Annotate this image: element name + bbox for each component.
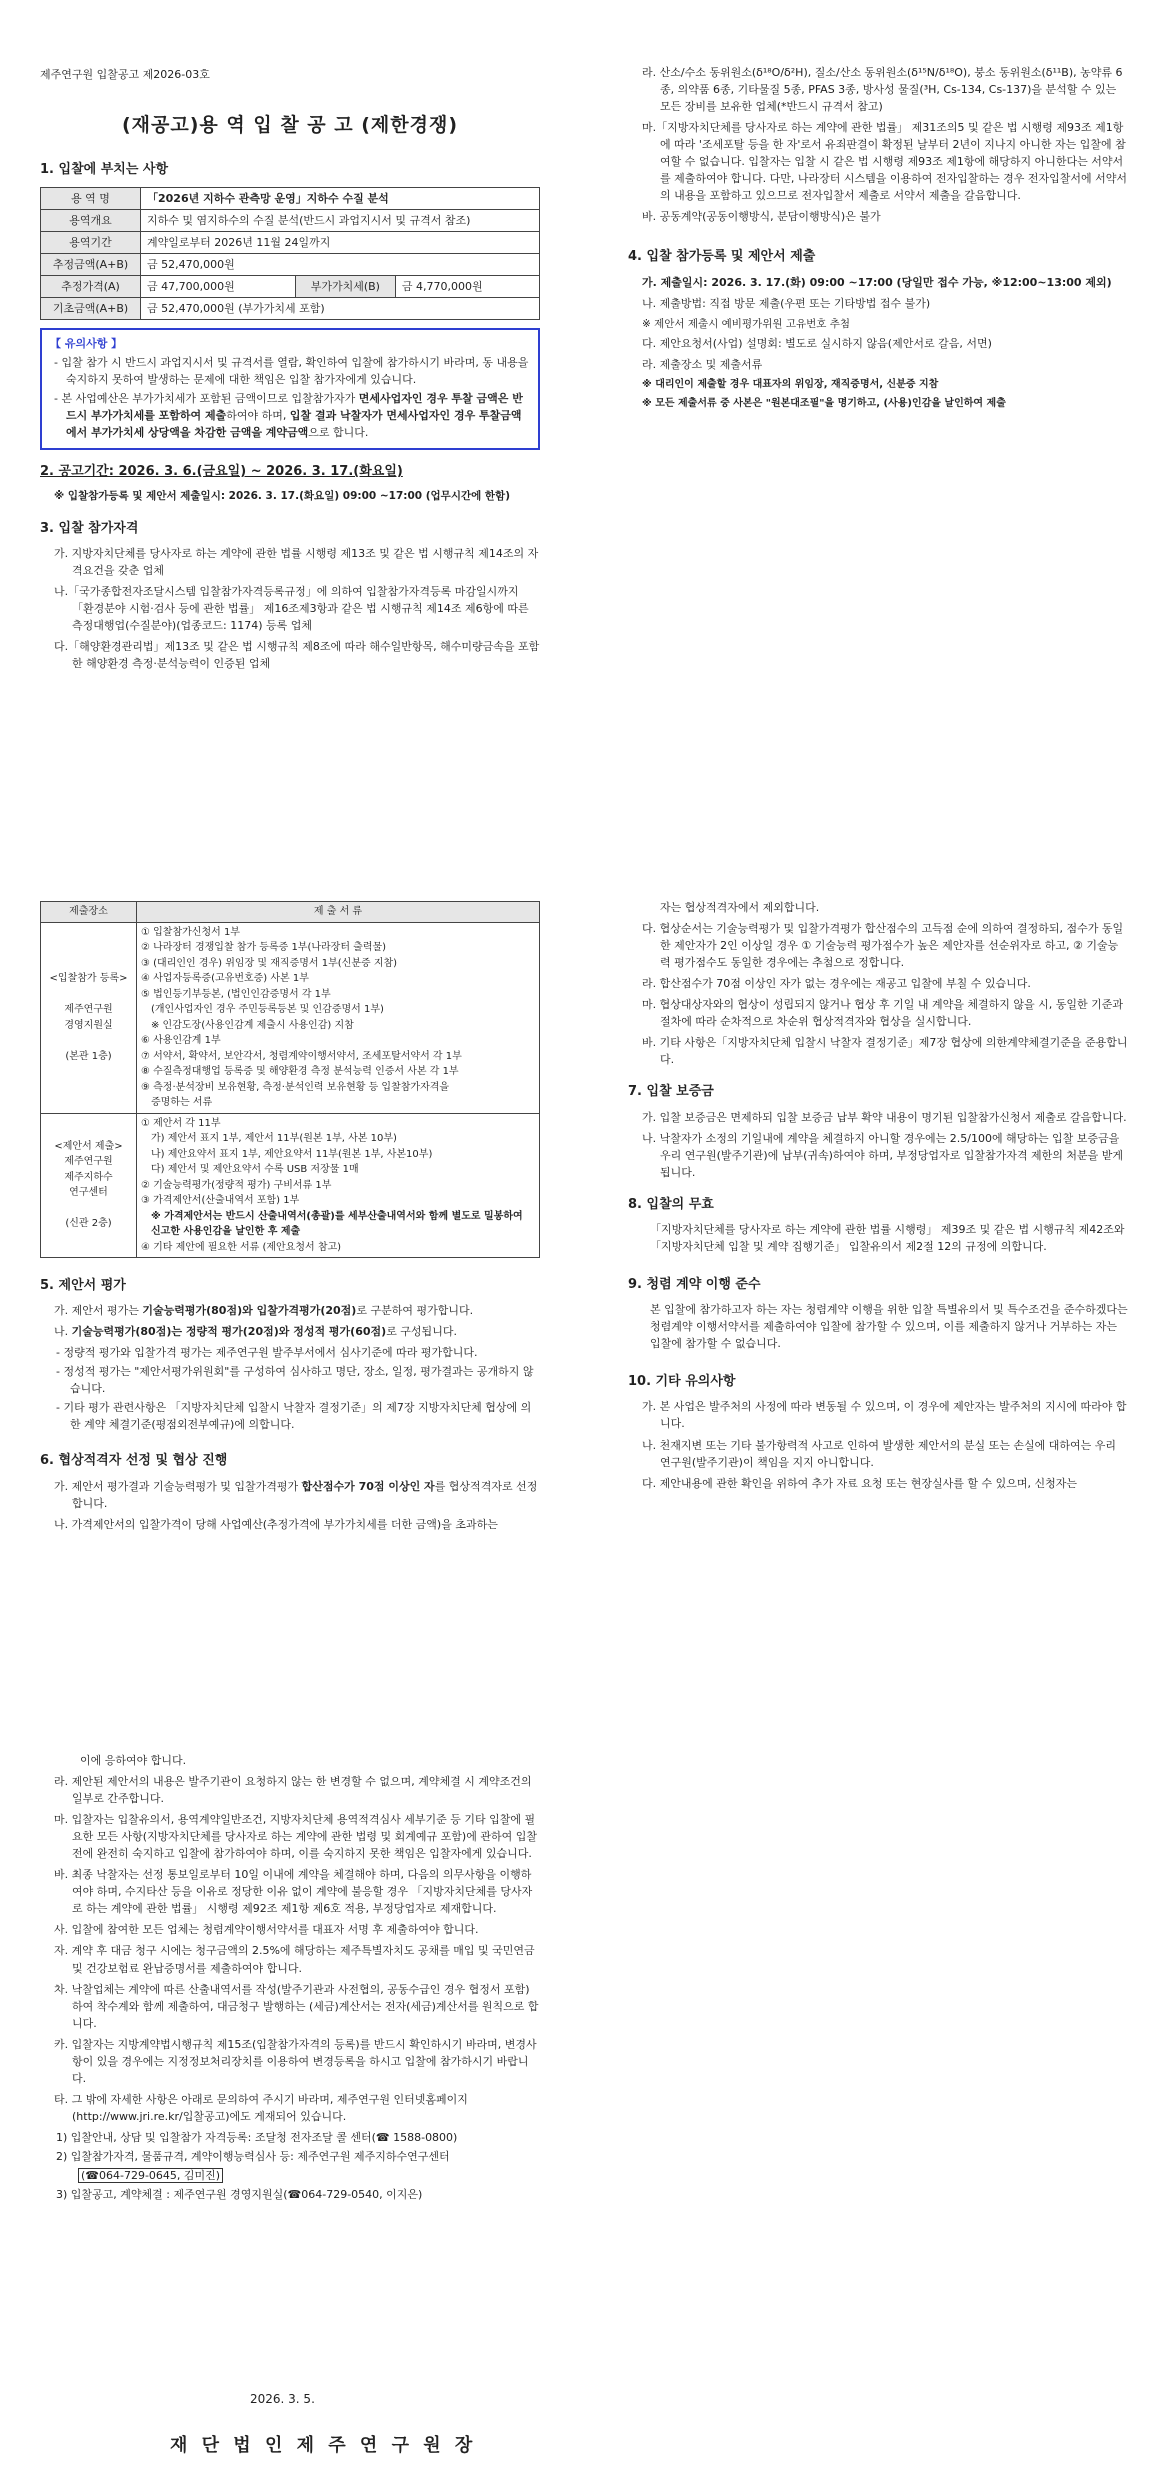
row-label: 용역기간 — [41, 231, 141, 253]
caution-box — [40, 328, 540, 450]
negotiation-ma: 마. 협상대상자와의 협상이 성립되지 않거나 협상 후 기일 내 계약을 체결하지 않을 시, 동일한 기준과 절차에 따라 순차적으로 차순위 협상적격자와 협상을 실시합니다. — [642, 998, 1123, 1029]
misc-ba: 바. 최종 낙찰자는 선정 통보일로부터 10일 이내에 계약을 체결해야 하며, 다음의 의무사항을 이행하여야 하며, 수지타산 등을 이유로 정당한 이유 없이 계약에 불응할 경우 「지방자치단체를 당사자로 하는 계약에 관한 법률」 시행령 제92조 제1항 제6호 적용, 부정당업자로 제재합니다. — [54, 1868, 533, 1916]
list-item: ⑥ 사용인감계 1부 — [141, 1035, 221, 1046]
submission-na: 나. 제출방법: 직접 방문 제출(우편 또는 기타방법 접수 불가) — [642, 296, 931, 310]
place-line: <입찰참가 등록> — [49, 973, 128, 984]
row-value: 지하수 및 염지하수의 수질 분석(반드시 과업지시서 및 규격서 참조) — [141, 209, 540, 231]
row-value: 계약일로부터 2026년 11월 24일까지 — [141, 231, 540, 253]
section-1-heading: 1. 입찰에 부치는 사항 — [40, 162, 169, 178]
caution-item-2 — [50, 390, 530, 441]
contact-2-phone-text: (☎064-729-0645, 김미진) — [78, 2168, 223, 2183]
table-row — [41, 275, 540, 297]
table-row — [41, 253, 540, 275]
notice-date: 2026. 3. 5. — [250, 2392, 315, 2406]
contact-1: 1) 입찰안내, 상담 및 입찰참가 자격등록: 조달청 전자조달 콜 센터(☎ 1588-0800) — [56, 2130, 458, 2144]
row-value: 「2026년 지하수 관측망 운영」지하수 수질 분석 — [141, 187, 540, 209]
submission-ra: 라. 제출장소 및 제출서류 — [642, 357, 763, 371]
notice-number: 제주연구원 입찰공고 제2026-03호 — [40, 68, 210, 81]
evaluation-dash-2: - 정성적 평가는 "제안서평가위원회"를 구성하여 심사하고 명단, 장소, 일정, 평가결과는 공개하지 않습니다. — [56, 1365, 534, 1396]
evaluation-ga — [50, 1302, 540, 1319]
section-4-heading: 4. 입찰 참가등록 및 제안서 제출 — [628, 249, 816, 265]
deposit-na: 나. 낙찰자가 소정의 기일내에 계약을 체결하지 아니할 경우에는 2.5/100에 해당하는 입찰 보증금을 우리 연구원(발주기관)에 납부(귀속)하여야 하며, 부정당업자로 입찰참가자격 제한의 처분을 받게 됩니다. — [642, 1131, 1124, 1179]
negotiation-text: 가. 제안서 평가결과 기술능력평가 및 입찰가격평가 — [54, 1479, 302, 1493]
place-line: (신관 2층) — [65, 1218, 112, 1230]
misc-ma: 마. 입찰자는 입찰유의서, 용역계약일반조건, 지방자치단체 용역적격심사 세부기준 등 기타 입찰에 필요한 모든 사항(지방자치단체를 당사자로 하는 계약에 관한 법령 및 회계예규 포함)에 관하여 입찰 전에 완전히 숙지하고 입찰에 참가하여야 하며, 이를 숙지하지 못한 책임은 입찰자에게 있습니다. — [54, 1813, 537, 1861]
section-9-heading: 9. 청렴 계약 이행 준수 — [628, 1276, 761, 1292]
evaluation-bold-text: 기술능력평가(80점)와 입찰가격평가(20점) — [142, 1304, 357, 1318]
submission-ga — [638, 274, 1128, 291]
caution-text: - 본 사업예산은 부가가치세가 포함된 금액이므로 입찰참가자가 — [54, 392, 359, 406]
evaluation-bold-text: 기술능력평가(80점)는 정량적 평가(20점)와 정성적 평가(60점) — [71, 1325, 387, 1339]
evaluation-dash-1: - 정량적 평가와 입찰가격 평가는 제주연구원 발주부서에서 심사기준에 따라 평가합니다. — [56, 1346, 478, 1360]
column-header: 제 출 서 류 — [137, 902, 540, 923]
caution-item-1: - 입찰 참가 시 반드시 과업지시서 및 규격서를 열람, 확인하여 입찰에 참가하시기 바라며, 동 내용을 숙지하지 못하여 발생하는 문제에 대한 책임은 입찰 참가자에게 있습니다. — [54, 355, 529, 386]
table-row — [41, 231, 540, 253]
place-line — [45, 1033, 132, 1049]
list-item: 나) 제안요약서 표지 1부, 제안요약서 11부(원본 1부, 사본10부) — [151, 1148, 433, 1160]
submission-da: 다. 제안요청서(사업) 설명회: 별도로 실시하지 않음(제안서로 갈음, 서면) — [642, 336, 992, 350]
notice-period: 2. 공고기간: 2026. 3. 6.(금요일) ~ 2026. 3. 17.(화요일) — [40, 464, 403, 480]
row-label: 용 역 명 — [41, 187, 141, 209]
table-row — [41, 187, 540, 209]
submission-place — [41, 1113, 137, 1258]
list-item: ⑨ 측정·분석장비 보유현황, 측정·분석인력 보유현황 등 입찰참가자격을 — [141, 1081, 450, 1093]
submission-date: 가. 제출일시: 2026. 3. 17.(화) 09:00 ~17:00 (당일만 접수 가능, ※12:00~13:00 제외) — [642, 275, 1112, 289]
column-header: 제출장소 — [41, 902, 137, 923]
section-7-heading: 7. 입찰 보증금 — [628, 1084, 714, 1100]
list-item: ② 기술능력평가(정량적 평가) 구비서류 1부 — [141, 1179, 332, 1191]
negotiation-na: 나. 가격제안서의 입찰가격이 당해 사업예산(추정가격에 부가가치세를 더한 금액)을 초과하는 — [54, 1517, 498, 1531]
row-value: 금 52,470,000원 (부가가치세 포함) — [141, 297, 540, 319]
table-row — [41, 297, 540, 319]
list-item: 다) 제안서 및 제안요약서 수록 USB 저장물 1매 — [151, 1164, 359, 1175]
list-item: ⑦ 서약서, 확약서, 보안각서, 청렴계약이행서약서, 조세포탈서약서 각 1부 — [141, 1050, 462, 1062]
integrity-text: 본 입찰에 참가하고자 하는 자는 청렴계약 이행을 위한 입찰 특별유의서 및 특수조건을 준수하겠다는 청렴계약 이행서약서를 제출하여야 입찰에 참가할 수 있으며, 이를 제출하지 않거나 거부하는 자는 입찰에 참가할 수 없습니다. — [650, 1303, 1128, 1351]
misc-da-cont: 이에 응하여야 합니다. — [80, 1754, 187, 1767]
negotiation-ra: 라. 합산점수가 70점 이상인 자가 없는 경우에는 재공고 입찰에 부칠 수 있습니다. — [642, 977, 1031, 991]
evaluation-text: 로 구성됩니다. — [386, 1325, 457, 1339]
contact-2: 2) 입찰참가자격, 물품규격, 계약이행능력심사 등: 제주연구원 제주지하수연구센터 — [56, 2149, 450, 2163]
row-label: 추정금액(A+B) — [41, 253, 141, 275]
place-line: 제주연구원 — [64, 1004, 113, 1015]
negotiation-text: 를 협상적격자로 선정합니다. — [72, 1479, 538, 1510]
evaluation-text: 가. 제안서 평가는 — [54, 1304, 143, 1318]
qualification-da: 다.「해양환경관리법」제13조 및 같은 법 시행규칙 제8조에 따라 해수일반항목, 해수미량금속을 포함한 해양환경 측정·분석능력이 인증된 업체 — [54, 639, 540, 671]
table-row — [41, 209, 540, 231]
contact-3: 3) 입찰공고, 계약체결 : 제주연구원 경영지원실(☎064-729-0540, 이지은) — [56, 2188, 423, 2202]
list-item: ① 제안서 각 11부 — [141, 1117, 221, 1129]
caution-bold-text: 입찰 결과 낙찰자가 면세사업자인 경우 투찰금액에서 부가가치세 상당액을 차감한 금액을 계약금액 — [66, 409, 522, 440]
section-6-heading: 6. 협상적격자 선정 및 협상 진행 — [40, 1453, 228, 1469]
list-item: ※ 가격제안서는 반드시 산출내역서(총괄)를 세부산출내역서와 함께 별도로 밀봉하여 신고한 사용인감을 날인한 후 제출 — [151, 1210, 523, 1237]
section-10-heading: 10. 기타 유의사항 — [628, 1374, 736, 1390]
page-title: (재공고)용 역 입 찰 공 고 (제한경쟁) — [121, 114, 459, 137]
misc-da: 다. 제안내용에 관한 확인을 위하여 추가 자료 요청 또는 현장실사를 할 수 있으며, 신청자는 — [642, 1476, 1077, 1490]
qualification-na: 나.「국가종합전자조달시스템 입찰참가자격등록규정」에 의하여 입찰참가자격등록 마감일시까지 「환경분야 시험·검사 등에 관한 법률」 제16조제3항과 같은 법 시행규칙 제14조 제6항에 따른 측정대행업(수질분야)(업종코드: 1174) 등록 업체 — [54, 584, 529, 632]
list-item: ① 입찰참가신청서 1부 — [141, 926, 240, 938]
row-label: 용역개요 — [41, 209, 141, 231]
table-row — [41, 922, 540, 1113]
list-item: ④ 사업자등록증(고유번호증) 사본 1부 — [141, 973, 309, 984]
section-2-heading — [40, 462, 540, 482]
misc-sa: 사. 입찰에 참여한 모든 업체는 청렴계약이행서약서를 대표자 서명 후 제출하여야 합니다. — [54, 1923, 479, 1937]
row-value: 금 47,700,000원 — [141, 275, 296, 297]
evaluation-text: 로 구분하여 평가합니다. — [356, 1304, 474, 1318]
qualification-ba: 바. 공동계약(공동이행방식, 분담이행방식)은 불가 — [642, 210, 881, 224]
list-item: ④ 기타 제안에 필요한 서류 (제안요청서 참고) — [141, 1241, 342, 1253]
page-2-left-column — [40, 895, 540, 1537]
negotiation-ga — [50, 1478, 540, 1512]
list-item: (개인사업자인 경우 주민등록등본 및 인감증명서 1부) — [151, 1004, 384, 1015]
place-line: <제안서 제출> — [54, 1140, 123, 1152]
submission-note-2: ※ 모든 제출서류 중 사본은 "원본대조필"을 명기하고, (사용)인감을 날인하여 제출 — [642, 397, 1006, 409]
qualification-ma: 마.「지방자치단체를 당사자로 하는 계약에 관한 법률」 제31조의5 및 같은 법 시행령 제93조 제1항에 따라 '조세포탈 등을 한 자'로서 유죄판결이 확정된 날부터 2년이 지나지 아니한 자는 입찰에 참여할 수 없습니다. 입찰자는 입찰 시 같은 법 시행령 제93조 제1항에 해당하지 아니한다는 서약서를 제출하여야 합니다. 다만, 나라장터 시스템을 이용하여 전자입찰하는 경우 전자입찰서에 서약서의 내용을 포함하고 있으므로 전자입찰서 제출로 서약서 제출을 갈음합니다. — [642, 121, 1127, 203]
registration-note-text: ※ 입찰참가등록 및 제안서 제출일시: 2026. 3. 17.(화요일) 09:00 ~17:00 (업무시간에 한함) — [54, 490, 510, 503]
caution-title: 【 유의사항 】 — [50, 336, 123, 350]
page-3-left-column — [40, 1750, 540, 2205]
qualification-ra: 라. 산소/수소 동위원소(δ¹⁸O/δ²H), 질소/산소 동위원소(δ¹⁵N/δ¹⁸O), 붕소 동위원소(δ¹¹B), 농약류 6종, 의약품 6종, 기타물질 5종, PFAS 3종, 방사성 물질(³H, Cs-134, Cs-137)을 분석할 수 있는 모든 장비를 보유한 업체(*반드시 규격서 참고) — [642, 66, 1123, 114]
negotiation-da: 다. 협상순서는 기술능력평가 및 입찰가격평가 합산점수의 고득점 순에 의하여 결정하되, 점수가 동일한 제안자가 2인 이상일 경우 ① 기술능력 평가점수가 높은 제안자를 선순위자로 하고, ② 기술능력 평가점수도 동일한 경우에는 추첨으로 정합니다. — [642, 922, 1124, 970]
evaluation-text: 나. — [54, 1325, 72, 1339]
misc-a: 자. 계약 후 대금 청구 시에는 청구금액의 2.5%에 해당하는 제주특별자치도 공채를 매입 및 국민연금 및 건강보험료 완납증명서를 제출하여야 합니다. — [54, 1944, 535, 1975]
contact-2-phone — [40, 2167, 540, 2184]
list-item: ③ 가격제안서(산출내역서 포함) 1부 — [141, 1195, 300, 1206]
negotiation-na-cont: 자는 협상적격자에서 제외합니다. — [660, 901, 820, 914]
bid-info-table — [40, 187, 540, 320]
deposit-ga: 가. 입찰 보증금은 면제하되 입찰 보증금 납부 확약 내용이 명기된 입찰참가신청서 제출로 갈음합니다. — [642, 1110, 1127, 1124]
caution-text: 으로 합니다. — [308, 426, 369, 440]
misc-ka: 타. 그 밖에 자세한 사항은 아래로 문의하여 주시기 바라며, 제주연구원 인터넷홈페이지(http://www.jri.re.kr/입찰공고)에도 게재되어 있습니다. — [54, 2092, 468, 2123]
row-label: 기초금액(A+B) — [41, 297, 141, 319]
submission-note-1: ※ 대리인이 제출할 경우 대표자의 위임장, 재직증명서, 신분증 지참 — [642, 379, 939, 391]
row-label: 추정가격(A) — [41, 275, 141, 297]
place-line: (본관 1층) — [65, 1050, 112, 1062]
row-value: 금 4,770,000원 — [395, 275, 539, 297]
table-row — [41, 1113, 540, 1258]
place-line — [45, 987, 132, 1003]
list-item: ⑤ 법인등기부등본, (법인인감증명서 각 1부 — [141, 988, 331, 1000]
list-item: ⑧ 수질측정대행업 등록증 및 해양환경 측정 분석능력 인증서 사본 각 1부 — [141, 1066, 459, 1077]
misc-ra: 라. 제안된 제안서의 내용은 발주기관이 요청하지 않는 한 변경할 수 없으며, 계약체결 시 계약조건의 일부로 간주합니다. — [54, 1775, 532, 1806]
table-header-row — [41, 902, 540, 923]
misc-cha: 카. 입찰자는 지방계약법시행규칙 제15조(입찰참가자격의 등록)를 반드시 확인하시기 바라며, 변경사항이 있을 경우에는 지정정보처리장치를 이용하여 변경등록을 하시고 입찰에 참가하시기 바랍니다. — [54, 2037, 537, 2085]
list-item: 증명하는 서류 — [151, 1097, 213, 1108]
caution-bold-text: 면세사업자인 경우 투찰 금액은 반드시 부가가치세를 포함하여 제출 — [66, 392, 523, 423]
section-8-heading: 8. 입찰의 무효 — [628, 1196, 714, 1212]
submission-place — [41, 922, 137, 1113]
misc-na: 나. 천재지변 또는 기타 불가항력적 사고로 인하여 발생한 제안서의 분실 또는 손실에 대하여는 우리 연구원(발주기관)이 책임을 지지 아니합니다. — [642, 1438, 1116, 1469]
misc-ja: 차. 낙찰업체는 계약에 따른 산출내역서를 작성(발주기관과 사전협의, 공동수급인 경우 협정서 포함)하여 착수계와 함께 제출하여, 대금청구 발행하는 (세금)계산서는 전자(세금)계산서를 원칙으로 합니다. — [54, 1982, 539, 2030]
page-1-right-column — [628, 62, 1128, 414]
registration-note — [40, 488, 540, 504]
place-line — [45, 1201, 132, 1217]
page-1-left-column — [40, 66, 540, 676]
issuer-signature-line: 재 단 법 인 제 주 연 구 원 장 — [170, 2435, 477, 2456]
row-value: 금 52,470,000원 — [141, 253, 540, 275]
list-item: ※ 인감도장(사용인감계 제출시 사용인감) 지참 — [151, 1019, 354, 1031]
list-item: ③ (대리인인 경우) 위임장 및 재직증명서 1부(신분증 지참) — [141, 957, 398, 969]
submission-documents-table — [40, 901, 540, 1258]
list-item: 가) 제안서 표지 1부, 제안서 11부(원본 1부, 사본 10부) — [151, 1133, 397, 1144]
misc-ga: 가. 본 사업은 발주처의 사정에 따라 변동될 수 있으며, 이 경우에 제안자는 발주처의 지시에 따라야 합니다. — [642, 1400, 1127, 1431]
place-line: 제주지하수 — [64, 1171, 113, 1183]
submission-note: ※ 제안서 제출시 예비평가위원 고유번호 추첨 — [642, 317, 851, 330]
qualification-ga: 가. 지방자치단체를 당사자로 하는 계약에 관한 법률 시행령 제13조 및 같은 법 시행규칙 제14조의 자격요건을 갖춘 업체 — [54, 546, 539, 577]
document-list — [137, 922, 540, 1113]
section-3-heading: 3. 입찰 참가자격 — [40, 520, 139, 536]
page-2-right-column — [628, 897, 1128, 1496]
negotiation-ba: 바. 기타 사항은「지방자치단체 입찰시 낙찰자 결정기준」제7장 협상에 의한계약체결기준을 준용합니다. — [642, 1036, 1128, 1067]
list-item: ② 나라장터 경쟁입찰 참가 등록증 1부(나라장터 출력물) — [141, 942, 387, 953]
place-line: 경영지원실 — [64, 1019, 113, 1031]
evaluation-na — [50, 1323, 540, 1340]
place-line: 제주연구원 — [64, 1156, 113, 1168]
evaluation-dash-3: - 기타 평가 관련사항은 「지방자치단체 입찰시 낙찰자 결정기준」의 제7장 지방자치단체 협상에 의한 계약 체결기준(평점외전부예규)에 의합니다. — [56, 1401, 532, 1432]
place-line: 연구센터 — [69, 1187, 108, 1199]
document-list — [137, 1113, 540, 1258]
caution-text: 하여야 하며, — [226, 409, 290, 423]
section-5-heading: 5. 제안서 평가 — [40, 1278, 126, 1293]
negotiation-bold-text: 합산점수가 70점 이상인 자 — [301, 1479, 435, 1493]
invalid-bid-text: 「지방자치단체를 당사자로 하는 계약에 관한 법률 시행령」 제39조 및 같은 법 시행규칙 제42조와 「지방자치단체 입찰 및 계약 집행기준」 입찰유의서 제2절 12의 규정에 의합니다. — [650, 1222, 1125, 1253]
row-label: 부가가치세(B) — [295, 275, 395, 297]
